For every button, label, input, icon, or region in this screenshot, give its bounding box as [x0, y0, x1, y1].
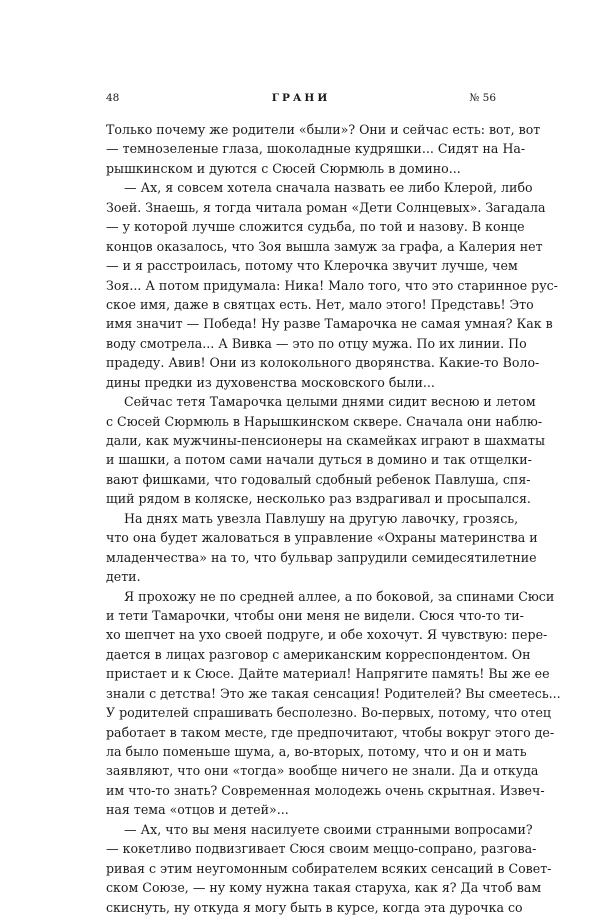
text-line: — кокетливо подвизгивает Сюся своим меццо-сопрано, разгова- [106, 841, 537, 857]
text-line: пристает и к Сюсе. Дайте материал! Напрягите память! Вы же ее [106, 666, 550, 682]
text-line: дается в лицах разговор с американским корреспондентом. Он [106, 646, 531, 662]
text-line: ла было поменьше шума, а, во-вторых, потому, что и он и мать [106, 744, 527, 759]
text-line: — и я расстроилась, потому что Клерочка звучит лучше, чем [106, 258, 518, 274]
issue-number: № 56 [469, 92, 496, 104]
text-line: им что-то знать? Современная молодежь очень скрытная. Извеч- [106, 782, 545, 798]
text-line: — у которой лучше сложится судьба, по той и назову. В конце [106, 219, 525, 235]
running-header [106, 92, 496, 108]
text-line: Я прохожу не по средней аллее, а по боковой, за спинами Сюси [124, 588, 555, 604]
text-line: На днях мать увезла Павлушу на другую лавочку, грозясь, [124, 510, 519, 526]
text-line: дети. [106, 569, 141, 585]
body-text [106, 120, 561, 917]
text-line: прадеду. Авив! Они из колокольного дворянства. Какие-то Воло- [106, 355, 540, 371]
text-line: рышкинском и дуются с Сюсей Сюрмюль в домино... [106, 160, 461, 176]
text-line: дины предки из духовенства московского были... [106, 374, 435, 390]
text-line: знали с детства! Это же такая сенсация! Родителей? Вы смеетесь... [106, 685, 561, 701]
text-line: Зоей. Знаешь, я тогда читала роман «Дети Солнцевых». Загадала [106, 199, 546, 215]
text-line: щий рядом в коляске, несколько раз вздрагивал и просыпался. [106, 491, 531, 507]
text-line: ривая с этим неугомонным собирателем всяких сенсаций в Совет- [106, 860, 552, 876]
text-line: ском Союзе, — ну кому нужна такая старуха, как я? Да чтоб вам [106, 880, 542, 896]
journal-title: ГРАНИ [271, 92, 331, 104]
text-line: — Ах, я совсем хотела сначала назвать ее либо Клерой, либо [124, 180, 533, 196]
text-line: хо шепчет на ухо своей подруге, и обе хохочут. Я чувствую: пере- [106, 627, 548, 643]
text-line: с Сюсей Сюрмюль в Нарышкинском сквере. Сначала они наблю- [106, 413, 543, 429]
text-line: У родителей спрашивать бесполезно. Во-первых, потому, что отец [106, 705, 552, 721]
text-line: работает в таком месте, где предпочитают, чтобы вокруг этого де- [106, 724, 555, 740]
text-line: младенчества» на то, что бульвар запрудили семидесятилетние [106, 549, 537, 565]
text-line: и тети Тамарочки, чтобы они меня не видели. Сюся что-то ти- [106, 607, 524, 623]
text-line: ское имя, даже в святцах есть. Нет, мало этого! Представь! Это [106, 296, 534, 312]
text-line: Только почему же родители «были»? Они и сейчас есть: вот, вот [106, 122, 541, 137]
text-line: ная тема «отцов и детей»... [106, 802, 289, 818]
text-line: и шашки, а потом сами начали дуться в домино и так отщелки- [106, 452, 532, 468]
text-line: Зоя... А потом придумала: Ника! Мало того, что это старинное рус- [106, 277, 558, 293]
text-line: имя значит — Победа! Ну разве Тамарочка не самая умная? Как в [106, 316, 553, 332]
page-number: 48 [106, 92, 120, 104]
text-line: воду смотрела... А Вивка — это по отцу мужа. По их линии. По [106, 335, 527, 351]
text-line: концов оказалось, что Зоя вышла замуж за графа, а Калерия нет [106, 238, 543, 254]
text-line: — темнозеленые глаза, шоколадные кудряшки... Сидят на На- [106, 141, 526, 157]
text-line: — Ах, что вы меня насилуете своими странными вопросами? [124, 821, 533, 837]
text-line: дали, как мужчины-пенсионеры на скамейках играют в шахматы [106, 433, 545, 448]
text-line: что она будет жаловаться в управление «Охраны материнства и [106, 530, 538, 546]
text-line: заявляют, что они «тогда» вообще ничего не знали. Да и откуда [106, 763, 539, 779]
text-line: вают фишками, что годовалый сдобный ребенок Павлуша, спя- [106, 471, 531, 487]
text-line: Сейчас тетя Тамарочка целыми днями сидит весною и летом [124, 394, 536, 410]
text-line: скиснуть, ну откуда я могу быть в курсе, когда эта дурочка со [106, 899, 523, 915]
